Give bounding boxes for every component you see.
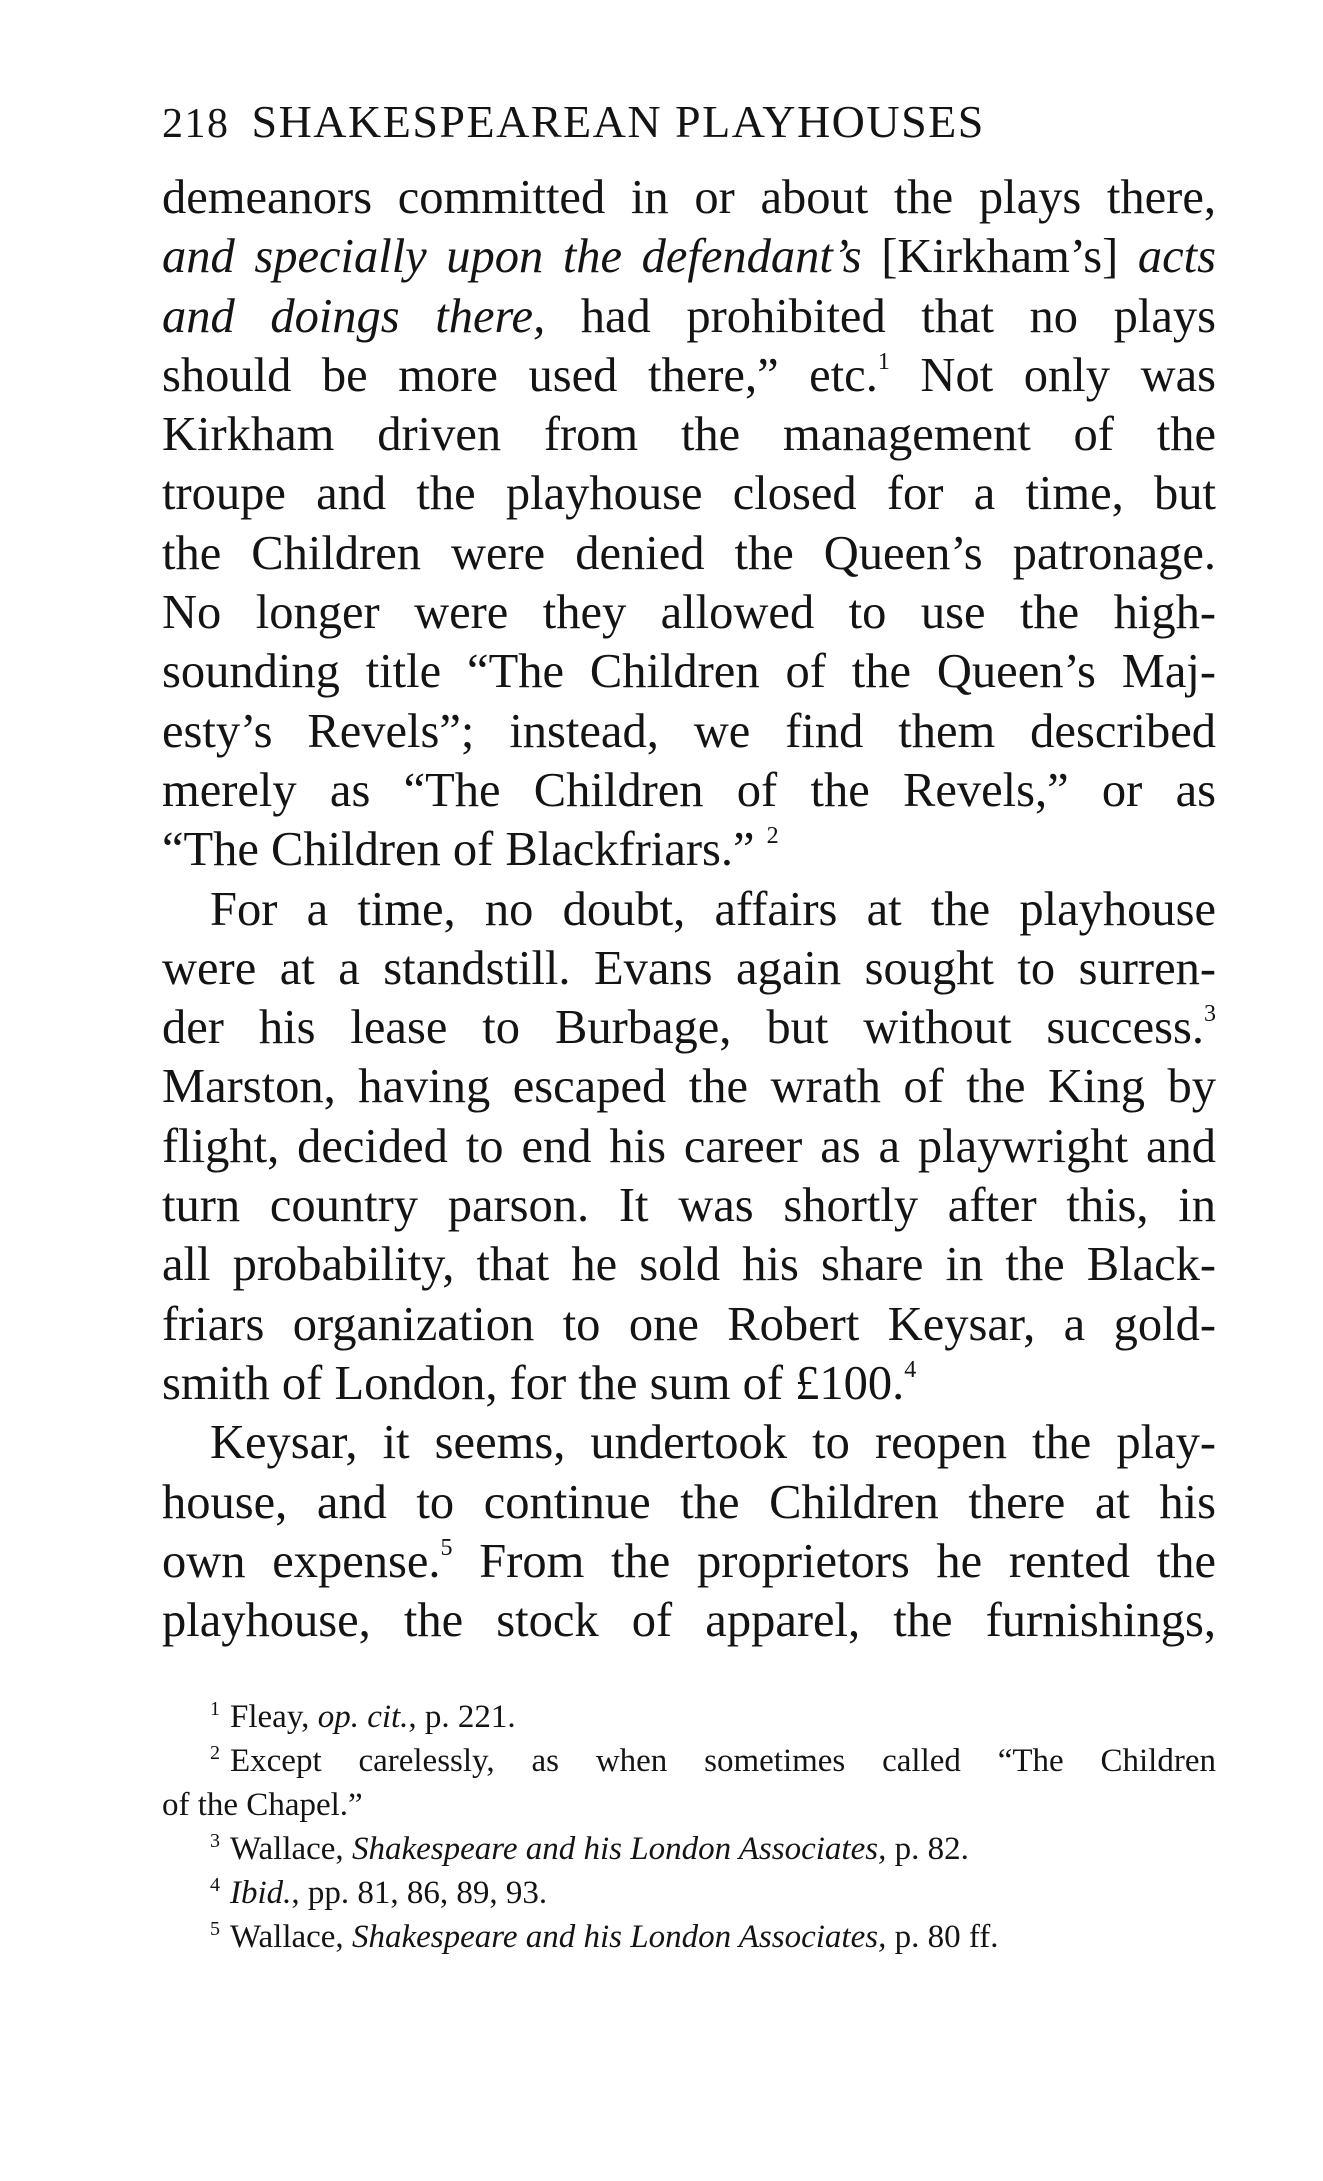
text-run: friars organization to one Robert Keysar, a gold- [162, 1297, 1216, 1351]
text-run: Except carelessly, as when sometimes called “The Children [230, 1743, 1216, 1779]
text-run: Keysar, it seems, undertook to reopen the play- [210, 1416, 1216, 1470]
text-run: smith of London, for the sum of £100. [162, 1356, 905, 1410]
text-run: were at a standstill. Evans again sought to surren- [162, 941, 1216, 995]
footnote-number: 4 [210, 1874, 220, 1896]
footnote [162, 1827, 1216, 1871]
text-run: For a time, no doubt, affairs at the playhouse [210, 882, 1216, 936]
footnote [162, 1871, 1216, 1915]
text-run: No longer were they allowed to use the high- [162, 586, 1216, 640]
book-page [162, 96, 1216, 1650]
text-run: Not only was [889, 348, 1216, 402]
text-line [162, 227, 1216, 286]
footnote [162, 1915, 1216, 1959]
text-line [162, 820, 1216, 879]
text-line [162, 1235, 1216, 1294]
text-line [162, 405, 1216, 464]
text-run: p. 80 ff. [886, 1919, 999, 1955]
text-run: the Children were denied the Queen’s patronage. [162, 526, 1216, 580]
text-run: playhouse, the stock of apparel, the furnishings, [162, 1594, 1216, 1648]
text-run: der his lease to Burbage, but without success. [162, 1001, 1204, 1055]
text-line [162, 939, 1216, 998]
footnote-number: 5 [210, 1918, 220, 1940]
text-run: From the proprietors he rented the [452, 1534, 1216, 1588]
text-line [162, 346, 1216, 405]
footnote [162, 1783, 1216, 1827]
footnotes [162, 1695, 1216, 1959]
text-line [162, 880, 1216, 939]
text-line [162, 464, 1216, 523]
italic-text: Shakespeare and his London Associates, [351, 1831, 887, 1867]
text-line [162, 1057, 1216, 1116]
text-line [162, 702, 1216, 761]
text-run: Wallace, [230, 1919, 352, 1955]
footnote-number: 1 [210, 1698, 220, 1720]
text-run: sounding title “The Children of the Queen’s Maj- [162, 645, 1216, 699]
text-run: flight, decided to end his career as a playwright and [162, 1119, 1216, 1173]
running-header [162, 96, 1216, 156]
text-run: Marston, having escaped the wrath of the King by [162, 1060, 1216, 1114]
text-line [162, 1354, 1216, 1413]
text-line [162, 1295, 1216, 1354]
footnote-reference: 1 [877, 348, 890, 375]
italic-text: acts [1137, 230, 1216, 284]
text-run: “The Children of Blackfriars.” [162, 823, 767, 877]
italic-text: Shakespeare and his London Associates, [351, 1919, 887, 1955]
text-line [162, 524, 1216, 583]
text-run: [Kirkham’s] [861, 230, 1138, 284]
text-run: merely as “The Children of the Revels,” or as [162, 763, 1216, 817]
footnote-reference: 4 [904, 1356, 917, 1383]
text-line [162, 1176, 1216, 1235]
text-line [162, 1591, 1216, 1650]
italic-text: op. cit. [317, 1699, 409, 1735]
text-run: of the Chapel.” [162, 1787, 363, 1823]
footnote [162, 1739, 1216, 1783]
text-run: had prohibited that no plays [545, 289, 1216, 343]
text-line [162, 287, 1216, 346]
text-run: Kirkham driven from the management of the [162, 408, 1216, 462]
text-line [162, 1532, 1216, 1591]
footnote-reference: 5 [440, 1534, 453, 1561]
text-line [162, 1473, 1216, 1532]
text-run: troupe and the playhouse closed for a time, but [162, 467, 1216, 521]
text-line [162, 761, 1216, 820]
text-line [162, 998, 1216, 1057]
text-run: demeanors committed in or about the plays there, [162, 171, 1216, 224]
text-line [162, 168, 1216, 227]
text-line [162, 583, 1216, 642]
text-run: p. 82. [886, 1831, 969, 1867]
footnote-reference: 3 [1204, 1001, 1216, 1028]
footnote-reference: 2 [766, 823, 779, 850]
running-title: SHAKESPEAREAN PLAYHOUSES [251, 96, 985, 147]
text-run: , p. 221. [408, 1699, 516, 1735]
text-run: own expense. [162, 1534, 441, 1588]
text-run: should be more used there,” etc. [162, 348, 878, 402]
text-run: esty’s Revels”; instead, we find them described [162, 704, 1216, 758]
body-text [162, 168, 1216, 1650]
text-line [162, 642, 1216, 701]
text-run: , pp. 81, 86, 89, 93. [291, 1875, 548, 1911]
footnote-number: 2 [210, 1742, 220, 1764]
text-line [162, 1117, 1216, 1176]
footnote [162, 1695, 1216, 1739]
page-number: 218 [162, 101, 230, 147]
text-run: all probability, that he sold his share in the Black- [162, 1238, 1216, 1292]
text-run: house, and to continue the Children there at his [162, 1475, 1216, 1529]
italic-text: Ibid. [230, 1875, 292, 1911]
footnote-number: 3 [210, 1830, 220, 1852]
italic-text: and doings there, [162, 289, 546, 343]
text-run: turn country parson. It was shortly after this, in [162, 1179, 1216, 1233]
italic-text: and specially upon the defendant’s [162, 230, 862, 284]
text-run: Wallace, [230, 1831, 352, 1867]
text-line [162, 1413, 1216, 1472]
text-run: Fleay, [230, 1699, 318, 1735]
